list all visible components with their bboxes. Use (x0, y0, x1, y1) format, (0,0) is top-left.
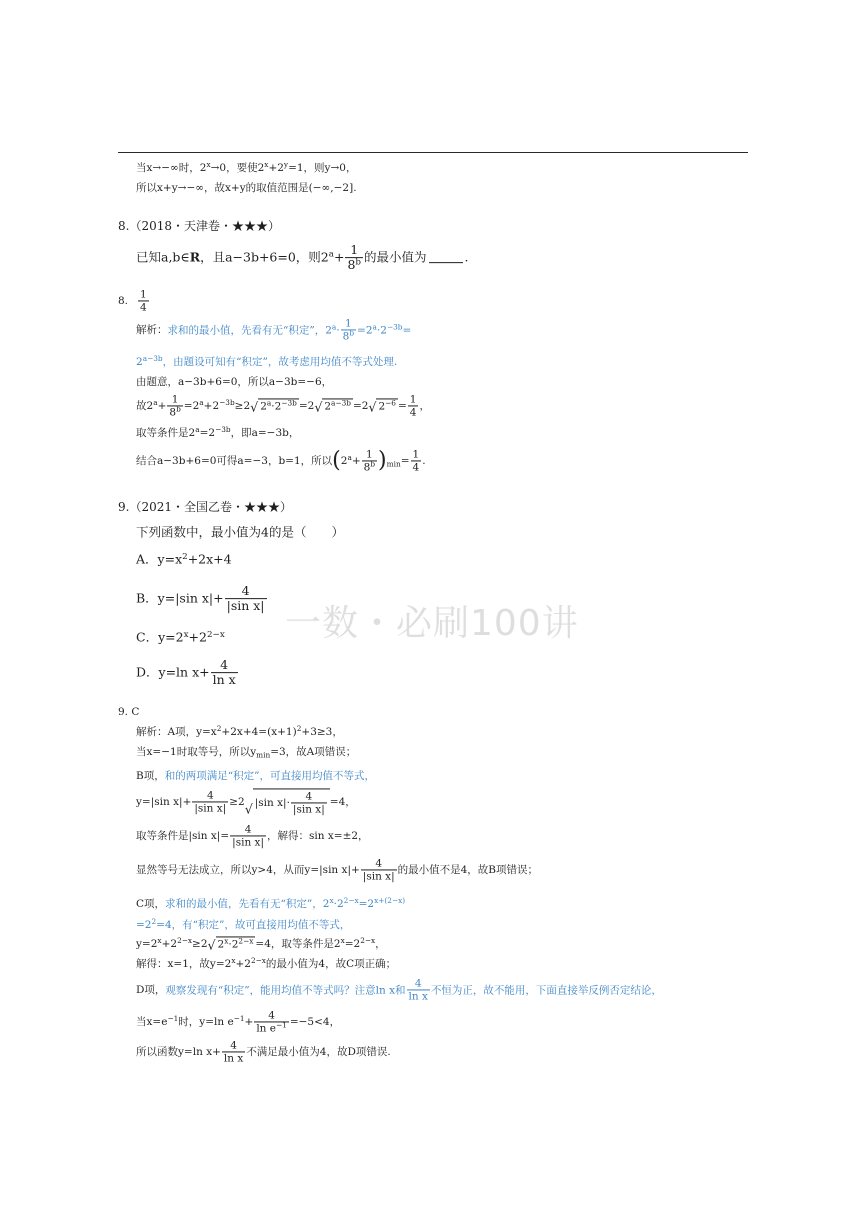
text-run: 2 (216, 723, 222, 733)
analysis-line (136, 977, 662, 1002)
text-run: ln x (408, 990, 428, 1003)
superscript (234, 1014, 245, 1023)
text-run: ，且a−3b+6=0，则2 (200, 249, 329, 265)
solution-line (136, 181, 357, 195)
fraction (222, 1039, 245, 1064)
highlight-note (136, 353, 398, 368)
text-run: b (349, 328, 355, 338)
text-run: 不满足最小值为4，故D项错误. (246, 1046, 391, 1058)
text-run: 4 (414, 977, 422, 990)
radicand (216, 936, 256, 951)
text-run: →0，要使2 (210, 161, 265, 174)
highlight-note (165, 977, 662, 1003)
radicand (258, 398, 299, 413)
text-run: x (157, 935, 162, 945)
text-run: 8 (347, 257, 356, 273)
text-run: ≥2 (229, 796, 245, 808)
fraction (408, 393, 419, 418)
numerator (407, 977, 430, 990)
option-c (136, 630, 225, 647)
analysis-line (136, 918, 350, 932)
text-run: 1 (171, 393, 179, 406)
analysis-line (136, 355, 397, 369)
text-run: 当x=−1时取等号，所以y (136, 745, 257, 758)
answer-blank (429, 250, 463, 264)
text-run: 显然等号无法成立，所以y>4，从而y=|sin x|+ (136, 864, 360, 876)
text-run: C项， (136, 897, 166, 910)
superscript (281, 398, 297, 407)
analysis-line (136, 1009, 340, 1034)
text-run: 8. (118, 295, 129, 307)
analysis-line (136, 788, 356, 815)
text-run: . (464, 249, 469, 265)
text-run: 的最小值为4，故C项正确； (265, 957, 397, 970)
numerator (361, 857, 397, 870)
text-run: =2 (344, 938, 361, 950)
superscript (238, 936, 253, 945)
text-run: min (386, 459, 401, 469)
fraction (361, 857, 397, 882)
fraction (230, 823, 266, 848)
analysis-line (136, 936, 386, 951)
analysis-line (136, 426, 299, 440)
text-run: D项， (136, 984, 166, 996)
header-rule (118, 152, 748, 153)
text-run: 结合a−3b+6=0可得a=−3，b=1，所以 (136, 455, 333, 467)
text-run: 2−x (206, 629, 225, 640)
fraction (341, 317, 356, 342)
fraction (254, 1009, 289, 1034)
text-run: +2 (203, 400, 220, 412)
text-run: ，解得：sin x=±2， (267, 830, 369, 842)
text-run: =2 (183, 400, 200, 412)
text-run: 2 (151, 916, 157, 926)
analysis-line (136, 393, 430, 418)
text-run: B项， (136, 769, 165, 782)
problem-8-answer (118, 288, 150, 313)
text-run: ·2 (376, 324, 387, 336)
superscript (355, 258, 361, 268)
text-run: a (328, 249, 334, 260)
text-run: ≥2 (234, 400, 251, 412)
text-run: C．y=2 (136, 629, 184, 645)
text-run: 下列函数中，最小值为4的是（ ） (136, 524, 344, 540)
highlight-note (167, 317, 412, 343)
fraction (138, 288, 149, 313)
text-run: a−3b (142, 353, 163, 363)
analysis-line (136, 1039, 391, 1064)
text-run: + (333, 249, 345, 265)
superscript (360, 936, 375, 945)
text-run: 1 (409, 393, 417, 406)
text-run: 8 (169, 406, 177, 419)
text-run: 求和的最小值，先看有无“积定”，2 (165, 897, 330, 910)
text-run: 2−x (343, 895, 359, 905)
text-run: =4，取等条件是2 (255, 938, 341, 950)
text-run: 的最小值不是4，故B项错误； (397, 864, 539, 876)
text-run: 9.（2021・全国乙卷・★★★） (118, 499, 292, 514)
text-run: 观察发现有“积定”，能用均值不等式吗？注意ln x和 (165, 984, 406, 996)
radicand (322, 398, 353, 413)
fraction (291, 790, 327, 815)
text-run: ，由题设可知有“积定”，故考虑用均值不等式处理. (162, 355, 398, 368)
text-run: 2 (136, 355, 143, 368)
text-run: −3b (386, 321, 403, 331)
denominator (362, 459, 377, 474)
text-run: 2 (340, 455, 348, 467)
text-run: b (176, 404, 181, 414)
text-run: |sin x| (232, 836, 264, 849)
text-run: =2 (136, 918, 152, 931)
text-run: 4 (230, 1039, 237, 1052)
text-run: a (372, 321, 377, 331)
superscript (349, 328, 354, 337)
text-run: 1 (350, 242, 359, 258)
text-run: a (153, 397, 158, 407)
text-run: +2x+4 (187, 551, 232, 567)
superscript (370, 459, 375, 468)
superscript (177, 936, 192, 945)
denominator (361, 871, 397, 883)
superscript (385, 398, 396, 407)
superscript (143, 354, 163, 363)
text-run: =4，有“积定”，故可直接用均值不等式， (156, 918, 351, 931)
text-run: A．y=x (136, 551, 183, 567)
text-run: +2 (268, 161, 284, 174)
text-run: 4 (220, 657, 229, 673)
text-run: =3，故A项错误； (270, 745, 357, 758)
text-run: 和的两项满足“积定”，可直接用均值不等式， (164, 769, 375, 782)
text-run: |sin x| (292, 803, 325, 816)
text-run: 取等条件是2 (136, 426, 196, 439)
text-run: B．y=|sin x|+ (136, 590, 224, 606)
text-run: ln x (223, 1052, 244, 1065)
text-run: + (244, 1016, 254, 1028)
numerator (192, 789, 228, 802)
superscript (251, 956, 266, 965)
text-run: x (224, 936, 229, 946)
text-run: =2 (358, 897, 375, 910)
denominator (192, 803, 228, 815)
text-run: 4 (268, 1009, 275, 1022)
analysis-line (136, 317, 411, 342)
text-run: x (183, 629, 189, 640)
text-run: 当x=e (136, 1016, 168, 1028)
text-run: y=|sin x|+ (136, 796, 192, 808)
text-run: −3b (215, 424, 231, 434)
analysis-line (136, 725, 343, 739)
text-run: x (340, 935, 345, 945)
fraction (362, 448, 377, 473)
text-run: a (331, 321, 337, 331)
text-run: 取等条件是|sin x|= (136, 830, 230, 842)
text-run: 2−x (360, 935, 376, 945)
text-run: y=2 (136, 938, 158, 950)
text-run: 2−x (238, 936, 254, 946)
problem-8-stem (136, 243, 469, 273)
text-run: =−5<4， (289, 1016, 341, 1028)
numerator (345, 243, 363, 258)
denominator (254, 1020, 289, 1035)
superscript (374, 896, 405, 905)
text-run: ， (419, 400, 430, 412)
text-run: |sin x| (226, 598, 265, 614)
numerator (291, 790, 327, 803)
problem-9-header (118, 499, 292, 515)
text-run: x+(2−x) (374, 895, 406, 905)
text-run: 4 (375, 857, 383, 870)
text-run: 解得：x=1，故y=2 (136, 957, 232, 970)
text-run: 当x→−∞时，2 (136, 161, 207, 174)
text-run: + (351, 455, 361, 467)
analysis-line (136, 897, 405, 911)
numerator (138, 288, 149, 301)
text-run: min (256, 750, 271, 760)
text-run: −1 (167, 1013, 179, 1023)
analysis-line (136, 745, 356, 759)
text-run: a (266, 398, 272, 408)
text-run: 2 (296, 723, 302, 733)
denominator (345, 259, 363, 273)
numerator (408, 393, 419, 406)
radical-sign: √ (250, 398, 259, 414)
text-run: ·2 (271, 400, 282, 413)
text-run: −1 (276, 1020, 287, 1030)
text-run: 不恒为正，故不能用，下面直接举反例否定结论， (430, 984, 662, 996)
analysis-line (136, 957, 396, 971)
superscript (219, 398, 235, 407)
text-run: 时，y=ln e (178, 1016, 234, 1028)
text-run: 8.（2018・天津卷・★★★） (118, 218, 280, 233)
text-run: x (206, 159, 211, 169)
text-run: ·2 (228, 938, 239, 951)
watermark: 一数・必刷100讲 (285, 603, 579, 644)
problem-8-header (118, 218, 280, 234)
fraction (225, 584, 267, 614)
numerator (411, 448, 422, 461)
numerator (230, 823, 266, 836)
square-root (245, 788, 330, 815)
problem-9-stem (136, 525, 344, 542)
superscript (276, 1020, 287, 1029)
text-run: ≥2 (192, 938, 208, 950)
superscript (387, 322, 403, 331)
solution-line (136, 161, 356, 175)
text-run: 8 (363, 461, 371, 474)
superscript (167, 1014, 178, 1023)
option-d (136, 658, 239, 688)
analysis-line (136, 769, 375, 783)
text-run: 1 (140, 288, 147, 301)
text-run: −1 (233, 1013, 245, 1023)
text-run: 4 (206, 789, 214, 802)
text-run: 2−x (177, 935, 193, 945)
fraction (411, 448, 422, 473)
large-parenthesis: ) (378, 447, 387, 473)
text-run: b (355, 257, 362, 268)
text-run: 解析： (136, 324, 168, 336)
text-run: + (157, 400, 167, 412)
text-run: +2 (161, 938, 178, 950)
subscript (256, 750, 270, 759)
text-run: 2 (260, 400, 267, 413)
square-root (314, 398, 353, 413)
text-run: 4 (409, 406, 417, 419)
text-run: −3b (219, 397, 235, 407)
denominator (222, 1053, 245, 1065)
superscript (344, 896, 359, 905)
denominator (230, 837, 266, 849)
denominator (211, 674, 238, 688)
denominator (407, 991, 430, 1003)
text-run: −3b (281, 398, 297, 408)
text-run: =4， (329, 796, 356, 808)
text-run: +2 (188, 629, 207, 645)
text-run: y (283, 159, 289, 169)
text-run: 2 (324, 400, 332, 413)
text-run: R (189, 249, 201, 265)
denominator (138, 302, 149, 314)
text-run: 1 (412, 448, 420, 461)
fraction (167, 393, 182, 418)
numerator (211, 658, 238, 673)
radical-sign: √ (244, 800, 253, 816)
text-run: 所以x+y→−∞，故x+y的取值范围是(−∞,−2]. (136, 181, 357, 194)
text-run: 2−x (250, 955, 266, 965)
denominator (225, 600, 267, 614)
text-run: 求和的最小值，先看有无“积定”，2 (167, 324, 332, 336)
text-run: b (370, 459, 376, 469)
subscript (387, 460, 401, 469)
radicand (376, 398, 398, 413)
text-run: · (336, 324, 340, 336)
large-parenthesis: ( (332, 447, 341, 473)
text-run: 1 (345, 317, 352, 330)
text-run: a (199, 397, 204, 407)
text-run: 由题意，a−3b+6=0，所以a−3b=−6， (136, 375, 333, 388)
text-run: +3≥3， (301, 725, 343, 738)
denominator (411, 462, 422, 474)
text-run: ln x (212, 672, 236, 688)
analysis-line (136, 375, 332, 389)
square-root (250, 398, 299, 413)
text-run: . (422, 455, 426, 467)
problem-9-answer (118, 705, 139, 719)
bold-symbol (190, 250, 200, 265)
text-run: 9. C (118, 705, 140, 718)
text-run: = (402, 324, 412, 336)
text-run: −6 (385, 398, 396, 408)
text-run: a (347, 452, 352, 462)
square-root (208, 936, 256, 951)
denominator (167, 404, 182, 419)
text-run: 所以函数y=ln x+ (136, 1046, 221, 1058)
option-a (136, 552, 232, 569)
text-run: =2 (298, 400, 315, 412)
text-run: 8 (342, 330, 350, 343)
text-run: ， (375, 938, 386, 950)
superscript (176, 404, 181, 413)
text-run: x (231, 955, 236, 965)
text-run: |sin x|· (254, 797, 290, 809)
radical-sign: √ (314, 398, 323, 414)
text-run: 解析：A项，y=x (136, 725, 217, 738)
text-run: = (397, 400, 407, 412)
highlight-note (165, 895, 406, 910)
text-run: = (400, 455, 410, 467)
analysis-line (136, 823, 369, 848)
radical-sign: √ (368, 398, 377, 414)
analysis-line (136, 448, 426, 473)
denominator (291, 804, 327, 816)
highlight-note (136, 916, 351, 931)
fraction (192, 789, 228, 814)
text-run: 的最小值为 (364, 249, 427, 265)
text-run: =2 (199, 426, 216, 439)
text-run: |sin x| (362, 870, 395, 883)
fraction (407, 977, 430, 1002)
text-run: ·2 (333, 897, 344, 910)
text-run: x (264, 159, 269, 169)
text-run: =2 (357, 324, 373, 336)
text-run: 2 (217, 938, 225, 951)
denominator (341, 328, 356, 343)
text-run: 2 (378, 400, 386, 413)
text-run: a (195, 424, 200, 434)
text-run: =1，则y→0， (288, 161, 357, 174)
numerator (222, 1039, 245, 1052)
text-run: 4 (140, 301, 147, 314)
radicand (253, 788, 330, 815)
denominator (408, 407, 419, 419)
text-run: a−3b (331, 398, 351, 408)
text-run: 2 (182, 551, 188, 562)
text-run: +2x+4=(x+1) (221, 725, 297, 738)
text-run: +2 (235, 957, 251, 970)
text-run: =2 (352, 400, 369, 412)
text-run: 已知a,b∈ (136, 249, 190, 265)
text-run: 1 (366, 448, 373, 461)
text-run: 4 (412, 461, 420, 474)
numerator (225, 584, 267, 599)
square-root (368, 398, 398, 413)
superscript (215, 425, 231, 434)
text-run: 故2 (136, 400, 154, 412)
option-b (136, 584, 268, 614)
text-run: 4 (241, 583, 250, 599)
fraction (211, 658, 238, 688)
text-run: ，即a=−3b， (230, 426, 300, 439)
fraction (345, 243, 363, 273)
superscript (331, 398, 351, 407)
text-run: 4 (305, 790, 313, 803)
highlight-note (165, 770, 375, 782)
text-run: |sin x| (194, 802, 227, 815)
text-run: x (329, 895, 334, 905)
text-run: D．y=ln x+ (136, 664, 210, 680)
radical-sign: √ (207, 936, 216, 952)
superscript (207, 630, 225, 640)
text-run: ln e (256, 1022, 276, 1035)
analysis-line (136, 857, 538, 882)
text-run: 4 (244, 823, 252, 836)
